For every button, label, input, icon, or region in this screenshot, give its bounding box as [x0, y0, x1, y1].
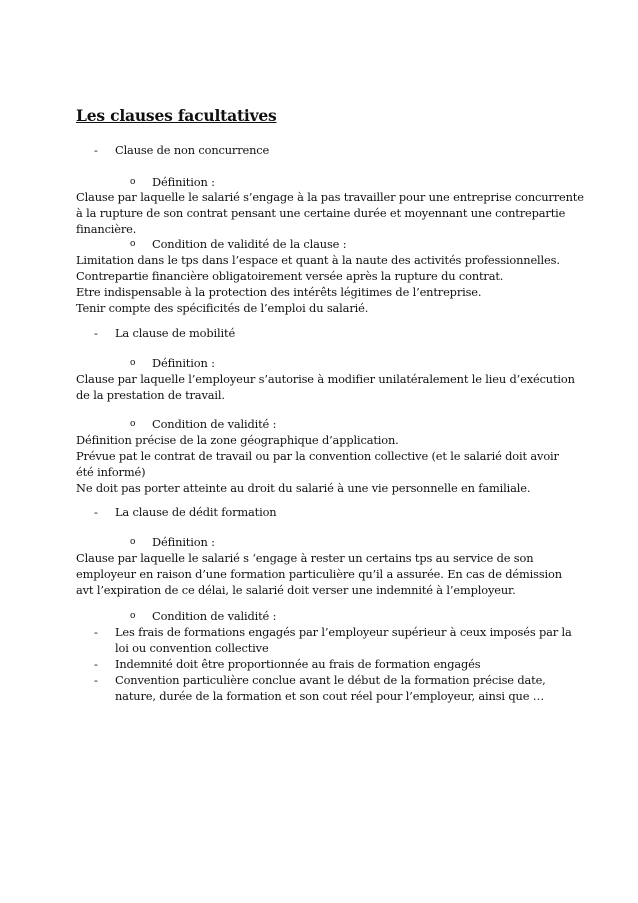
list-item-continuation: loi ou convention collective: [115, 641, 269, 655]
sub-bullet-marker: o: [130, 537, 136, 547]
definition-label: Définition :: [152, 356, 215, 370]
list-item: Indemnité doit être proportionnée au frais de formation engagés: [115, 657, 481, 671]
body-line: Définition précise de la zone géographique d’application.: [76, 433, 399, 447]
dash-bullet: -: [94, 326, 98, 340]
list-item-continuation: nature, durée de la formation et son cout réel pour l’employeur, ainsi que …: [115, 689, 545, 703]
definition-label: Définition :: [152, 535, 215, 549]
body-line: Prévue pat le contrat de travail ou par la convention collective (et le salarié doit avoir: [76, 449, 559, 463]
body-line: avt l’expiration de ce délai, le salarié doit verser une indemnité à l’employeur.: [76, 583, 516, 597]
definition-label: Définition :: [152, 175, 215, 189]
sub-bullet-marker: o: [130, 239, 136, 249]
section-heading-non-concurrence: Clause de non concurrence: [115, 143, 270, 157]
dash-bullet: -: [94, 505, 98, 519]
list-item: Les frais de formations engagés par l’employeur supérieur à ceux imposés par la: [115, 625, 572, 639]
body-line: Clause par laquelle le salarié s’engage à la pas travailler pour une entreprise concurrente: [76, 190, 584, 204]
dash-bullet: -: [94, 657, 98, 671]
body-line: Tenir compte des spécificités de l’emploi du salarié.: [76, 301, 369, 315]
list-item: Convention particulière conclue avant le début de la formation précise date,: [115, 673, 546, 687]
dash-bullet: -: [94, 625, 98, 639]
body-line: à la rupture de son contrat pensant une certaine durée et moyennant une contrepartie: [76, 206, 566, 220]
body-line: été informé): [76, 465, 146, 479]
body-line: Limitation dans le tps dans l’espace et quant à la naute des activités professionnelles.: [76, 253, 560, 267]
sub-bullet-marker: o: [130, 358, 136, 368]
body-line: financière.: [76, 222, 137, 236]
condition-label: Condition de validité :: [152, 609, 277, 623]
sub-bullet-marker: o: [130, 419, 136, 429]
sub-bullet-marker: o: [130, 177, 136, 187]
section-heading-mobilite: La clause de mobilité: [115, 326, 236, 340]
body-line: employeur en raison d’une formation particulière qu’il a assurée. En cas de démission: [76, 567, 562, 581]
body-line: Clause par laquelle le salarié s ‘engage à rester un certains tps au service de son: [76, 551, 534, 565]
condition-label: Condition de validité :: [152, 417, 277, 431]
dash-bullet: -: [94, 673, 98, 687]
dash-bullet: -: [94, 143, 98, 157]
sub-bullet-marker: o: [130, 611, 136, 621]
body-line: Ne doit pas porter atteinte au droit du salarié à une vie personnelle en familiale.: [76, 481, 531, 495]
body-line: Clause par laquelle l’employeur s’autorise à modifier unilatéralement le lieu d’exécution: [76, 372, 575, 386]
page-title: Les clauses facultatives: [76, 106, 277, 125]
section-heading-dedit-formation: La clause de dédit formation: [115, 505, 277, 519]
body-line: de la prestation de travail.: [76, 388, 225, 402]
body-line: Etre indispensable à la protection des intérêts légitimes de l’entreprise.: [76, 285, 482, 299]
body-line: Contrepartie financière obligatoirement versée après la rupture du contrat.: [76, 269, 504, 283]
condition-label: Condition de validité de la clause :: [152, 237, 347, 251]
